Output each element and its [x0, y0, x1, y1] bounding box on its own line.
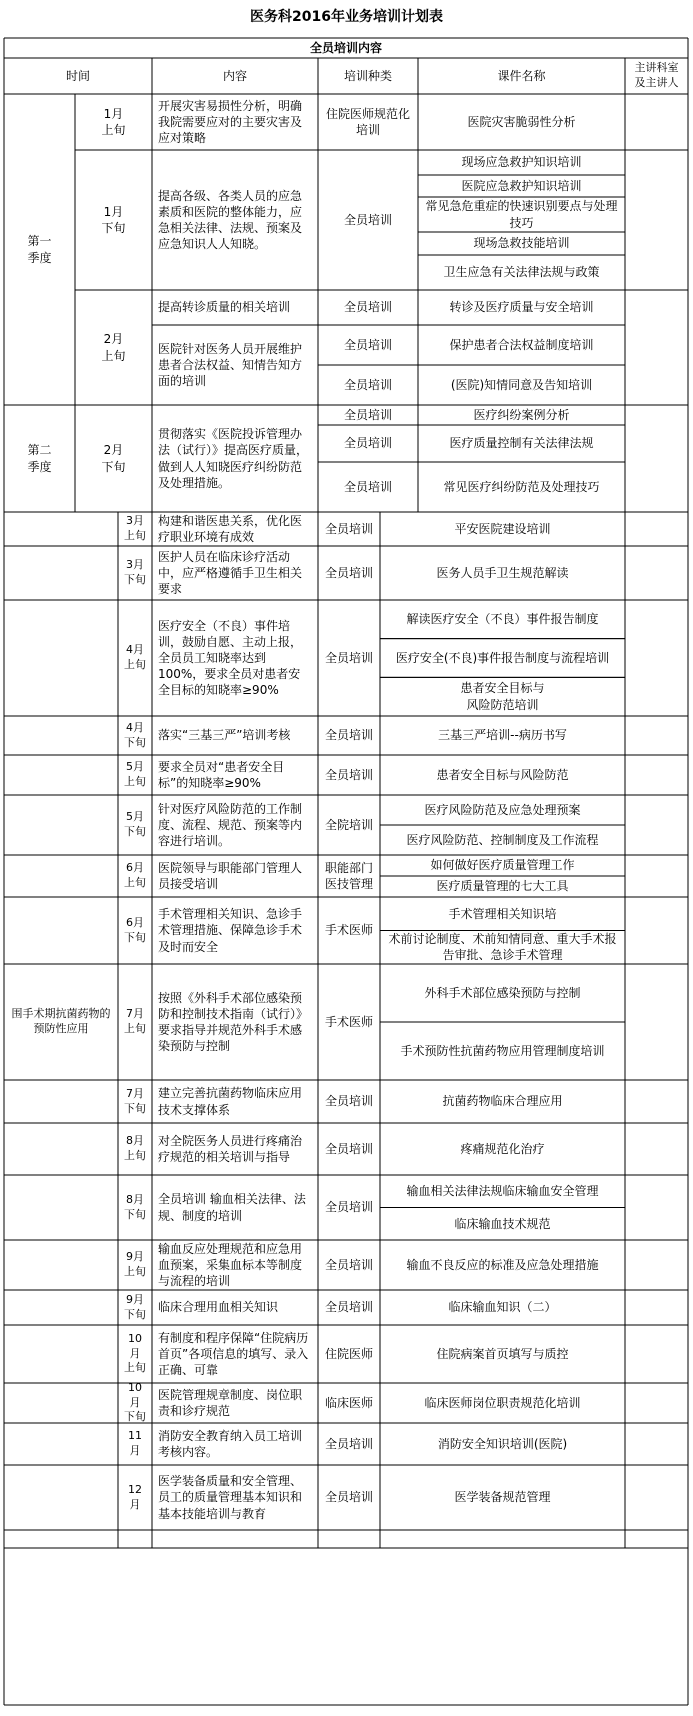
header-course: 课件名称 [497, 68, 546, 83]
row-left [4, 897, 118, 964]
header-time: 时间 [65, 68, 90, 83]
q1-r3-type-2: 全员培训 [343, 337, 392, 352]
row-content: 建立完善抗菌药物临床应用技术支撑体系 [158, 1086, 303, 1117]
q1-r2-content: 提高各级、各类人员的应急素质和医院的整体能力，应急相关法律、法规、预案及应急知识人人知晓。 [158, 188, 303, 252]
row-speaker [625, 1465, 688, 1530]
q1-label: 第一 季度 [27, 234, 52, 265]
q1-r2-course: 现场应急救护知识培训 [461, 155, 582, 170]
q1-r1-course: 医院灾害脆弱性分析 [467, 114, 576, 129]
row-content: 落实“三基三严”培训考核 [158, 728, 291, 743]
row-left [4, 755, 118, 795]
row-course: 医学装备规范管理 [454, 1490, 551, 1505]
row-left [4, 1530, 118, 1548]
row-speaker [625, 512, 688, 546]
row-left [4, 1240, 118, 1290]
row-course: 患者安全目标与风险防范 [436, 767, 569, 782]
row-type: 全员培训 [324, 1200, 373, 1215]
row-content: 医疗安全（不良）事件培训，鼓励自愿、主动上报，全员员工知晓率达到100%，要求全员对患者安全目标的知晓率≥90% [158, 618, 303, 698]
row-left [4, 1290, 118, 1325]
row-course: 医疗风险防范及应急处理预案 [424, 802, 581, 817]
row-content: 对全院医务人员进行疼痛治疗规范的相关培训与指导 [158, 1133, 303, 1164]
row-content: 按照《外科手术部位感染预防和控制技术指南（试行）》要求指导并规范外科手术感染预防与控制 [158, 990, 309, 1054]
row-content: 医院领导与职能部门管理人员接受培训 [158, 860, 303, 891]
row-time: 12月 [128, 1482, 142, 1511]
row-content: 手术管理相关知识、急诊手术管理措施、保障急诊手术及时而安全 [158, 907, 303, 954]
row-content: 消防安全教育纳入员工培训考核内容。 [158, 1428, 303, 1459]
row-left [4, 546, 118, 600]
q2-label: 第二 季度 [27, 443, 52, 474]
row-time: 7月 下旬 [124, 1086, 146, 1115]
row-speaker [625, 1383, 688, 1423]
row-left [4, 1383, 118, 1423]
q2-type: 全员培训 [343, 407, 392, 422]
row-speaker [625, 1123, 688, 1175]
q1-r2-course: 卫生应急有关法律法规与政策 [443, 265, 600, 280]
row-content: 医学装备质量和安全管理、员工的质量管理基本知识和基本技能培训与教育 [158, 1474, 303, 1521]
row-course: 消防安全知识培训(医院) [437, 1436, 568, 1451]
q1-r1-time: 1月 上旬 [101, 106, 126, 137]
row-speaker [625, 1530, 688, 1548]
row-course: 医疗安全(不良)事件报告制度与流程培训 [395, 650, 610, 665]
row-content: 全员培训 输血相关法律、法规、制度的培训 [158, 1192, 306, 1223]
row-time: 9月 下旬 [124, 1292, 146, 1321]
row-speaker [625, 1423, 688, 1465]
row-course: 平安医院建设培训 [454, 521, 551, 536]
row-speaker [625, 897, 688, 964]
row-time: 7月 上旬 [124, 1007, 146, 1035]
row-content: 医院管理规章制度、岗位职责和诊疗规范 [158, 1387, 303, 1418]
row-type: 全员培训 [324, 1436, 373, 1451]
row-course: 住院病案首页填写与质控 [436, 1346, 569, 1361]
q1-r1-type: 住院医师规范化培训 [325, 106, 410, 137]
row-left-periop: 围手术期抗菌药物的预防性应用 [11, 1007, 111, 1035]
row-type: 全员培训 [324, 1094, 373, 1109]
row-left [4, 1080, 118, 1123]
row-course: 如何做好医疗质量管理工作 [430, 858, 575, 873]
row-course: 手术预防性抗菌药物应用管理制度培训 [400, 1043, 605, 1058]
row-type: 手术医师 [324, 923, 373, 938]
q1-r2-type: 全员培训 [343, 212, 392, 227]
row-type: 临床医师 [324, 1395, 373, 1410]
q1-r3-speaker [625, 290, 688, 405]
q1-r2-speaker [625, 150, 688, 290]
q1-r3-type-1: 全员培训 [343, 300, 392, 315]
row-time: 10月 下旬 [124, 1380, 146, 1424]
q1-r1-content: 开展灾害易损性分析，明确我院需要应对的主要灾害及应对策略 [158, 98, 303, 146]
row-time: 6月 下旬 [124, 915, 146, 944]
row-course: 三基三严培训--病历书写 [438, 728, 567, 743]
q1-r3-time: 2月 上旬 [101, 332, 126, 363]
row-speaker [625, 1175, 688, 1240]
row-course: 解读医疗安全（不良）事件报告制度 [406, 612, 599, 627]
header-speaker: 主讲科室及主讲人 [634, 61, 679, 89]
row-time [118, 1530, 152, 1548]
row-speaker [625, 964, 688, 1080]
row-speaker [625, 855, 688, 897]
row-type: 手术医师 [324, 1014, 373, 1029]
row-type [318, 1530, 380, 1548]
row-course: 临床输血知识（二） [448, 1300, 557, 1315]
row-time: 4月 上旬 [124, 643, 146, 671]
row-speaker [625, 1325, 688, 1383]
row-left [4, 716, 118, 755]
row-left [4, 795, 118, 855]
q2-type: 全员培训 [343, 436, 392, 451]
row-course: 临床医师岗位职责规范化培训 [424, 1395, 581, 1410]
row-type: 全员培训 [324, 1141, 373, 1156]
row-time: 10月 上旬 [124, 1331, 146, 1375]
section-header: 全员培训内容 [309, 40, 382, 55]
q1-r2-time: 1月 下旬 [101, 204, 126, 235]
row-content: 医护人员在临床诊疗活动中，应严格遵循手卫生相关要求 [158, 549, 303, 597]
row-type: 全员培训 [324, 565, 373, 580]
row-type: 全院培训 [324, 817, 373, 832]
row-left [4, 1325, 118, 1383]
q2-content: 贯彻落实《医院投诉管理办法（试行）》提高医疗质量，做到人人知晓医疗纠纷防范及处理措施。 [158, 427, 309, 490]
q1-r3-content-1: 提高转诊质量的相关培训 [158, 300, 291, 315]
row-content [152, 1530, 318, 1548]
row-type: 全员培训 [324, 650, 373, 665]
q1-r3-course-3: (医院)知情同意及告知培训 [450, 377, 593, 392]
row-time: 3月 下旬 [124, 558, 146, 586]
q1-r3-content-2: 医院针对医务人员开展维护患者合法权益、知情告知方面的培训 [158, 341, 303, 389]
row-time: 3月 上旬 [124, 514, 146, 542]
row-time: 11月 [128, 1429, 142, 1457]
row-speaker [625, 1240, 688, 1290]
row-content: 针对医疗风险防范的工作制度、流程、规范、预案等内容进行培训。 [158, 801, 303, 849]
page-title: 医务科2016年业务培训计划表 [250, 9, 443, 25]
row-time: 6月 上旬 [124, 861, 146, 889]
q2-course: 常见医疗纠纷防范及处理技巧 [443, 479, 600, 494]
row-speaker [625, 755, 688, 795]
row-type: 全员培训 [324, 1490, 373, 1505]
row-content: 输血反应处理规范和应急用血预案，采集血标本等制度与流程的培训 [158, 1241, 303, 1289]
row-type: 全员培训 [324, 767, 373, 782]
row-time: 5月 上旬 [124, 760, 146, 788]
row-left [4, 512, 118, 546]
q1-r3-type-3: 全员培训 [343, 377, 392, 392]
row-content: 要求全员对“患者安全目标”的知晓率≥90% [158, 759, 285, 790]
row-content: 有制度和程序保障“住院病历首页”各项信息的填写、录入正确、可靠 [158, 1330, 309, 1378]
header-type: 培训种类 [343, 68, 392, 83]
row-speaker [625, 716, 688, 755]
row-course: 输血不良反应的标准及应急处理措施 [406, 1257, 599, 1272]
row-left [4, 1465, 118, 1530]
row-time: 8月 下旬 [124, 1192, 146, 1221]
q1-r2-course: 现场急救技能培训 [473, 236, 570, 251]
row-course [380, 1530, 625, 1548]
row-type: 全员培训 [324, 521, 373, 536]
row-course: 手术管理相关知识培 [448, 906, 557, 921]
row-speaker [625, 600, 688, 716]
q1-r2-course: 常见急危重症的快速识别要点与处理技巧 [425, 199, 618, 230]
row-course: 患者安全目标与 风险防范培训 [460, 681, 545, 712]
row-time: 4月 下旬 [124, 720, 146, 749]
q1-r2-course: 医院应急救护知识培训 [461, 178, 582, 193]
q1-r3-course-1: 转诊及医疗质量与安全培训 [449, 300, 594, 315]
row-course: 术前讨论制度、术前知情同意、重大手术报告审批、急诊手术管理 [388, 932, 617, 963]
row-type: 全员培训 [324, 1257, 373, 1272]
row-left [4, 1123, 118, 1175]
row-speaker [625, 1290, 688, 1325]
q1-r1-speaker [625, 94, 688, 150]
row-left [4, 600, 118, 716]
row-left [4, 1423, 118, 1465]
q2-type: 全员培训 [343, 479, 392, 494]
row-time: 5月 下旬 [124, 810, 146, 838]
q2-speaker [625, 405, 688, 512]
row-time: 8月 上旬 [124, 1134, 146, 1162]
q1-r3-course-2: 保护患者合法权益制度培训 [449, 337, 594, 352]
row-course: 疼痛规范化治疗 [460, 1141, 545, 1156]
row-type: 全员培训 [324, 728, 373, 743]
row-course: 临床输血技术规范 [454, 1216, 551, 1231]
q2-time: 2月 下旬 [101, 443, 126, 474]
row-content: 构建和谐医患关系，优化医疗职业环境有成效 [158, 513, 303, 544]
row-left [4, 855, 118, 897]
q2-course: 医疗纠纷案例分析 [473, 407, 570, 422]
row-content: 临床合理用血相关知识 [158, 1300, 279, 1315]
row-course: 外科手术部位感染预防与控制 [424, 985, 581, 1000]
row-speaker [625, 795, 688, 855]
row-type: 住院医师 [324, 1346, 373, 1361]
header-content: 内容 [222, 68, 247, 83]
row-time: 9月 上旬 [124, 1250, 146, 1278]
row-type: 职能部门 医技管理 [324, 860, 373, 891]
row-course: 医务人员手卫生规范解读 [436, 565, 569, 580]
q2-course: 医疗质量控制有关法律法规 [449, 436, 594, 451]
row-course: 抗菌药物临床合理应用 [442, 1094, 563, 1109]
row-speaker [625, 1080, 688, 1123]
row-course: 医疗风险防范、控制制度及工作流程 [406, 832, 599, 847]
row-left [4, 1175, 118, 1240]
row-speaker [625, 546, 688, 600]
row-course: 医疗质量管理的七大工具 [436, 879, 569, 894]
row-type: 全员培训 [324, 1300, 373, 1315]
row-course: 输血相关法律法规临床输血安全管理 [406, 1184, 599, 1199]
